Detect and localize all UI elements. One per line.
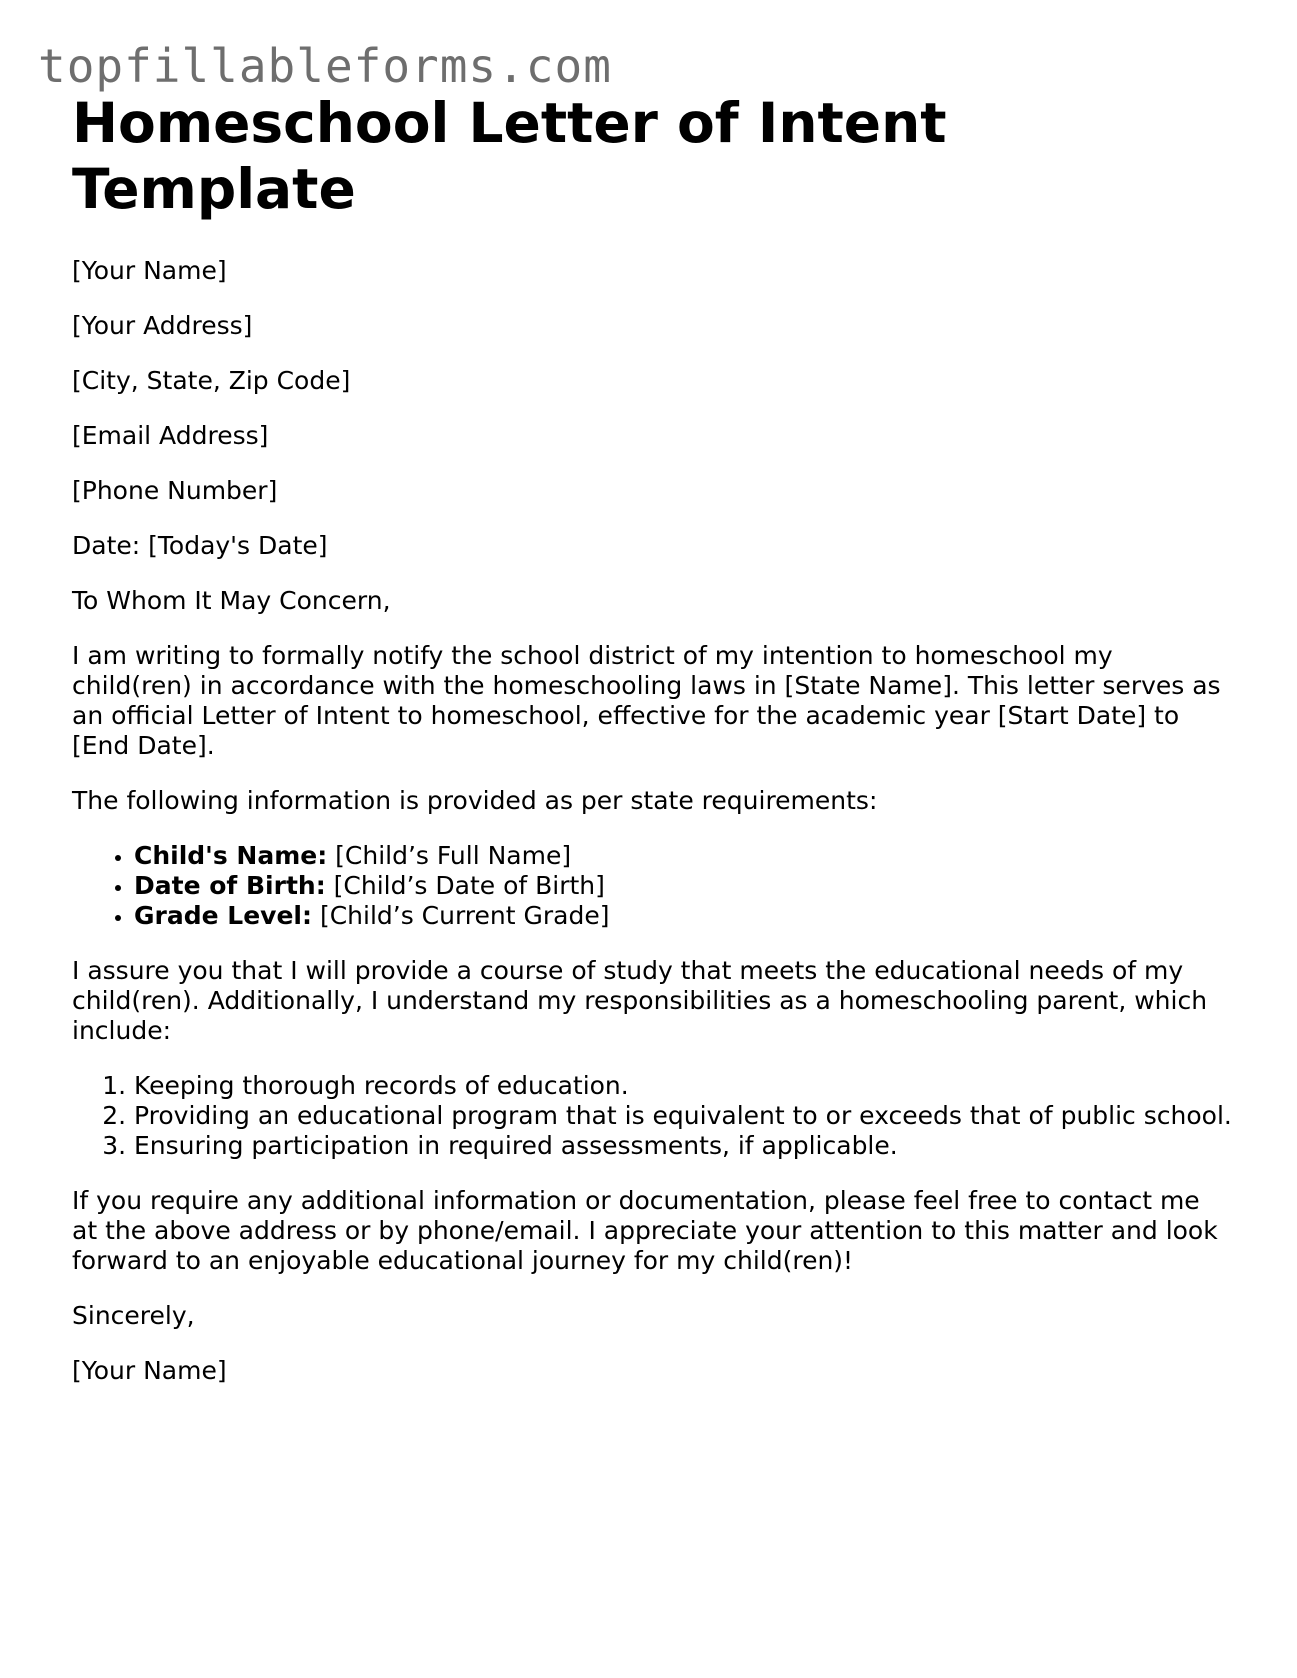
- field-value: [Child’s Full Name]: [335, 841, 572, 870]
- watermark: topfillableforms.com: [38, 39, 612, 93]
- child-info-list: [72, 841, 1232, 931]
- list-item: 1. Keeping thorough records of education.: [134, 1071, 1232, 1101]
- list-item: 3. Ensuring participation in required assessments, if applicable.: [134, 1131, 1232, 1161]
- signoff: Sincerely,: [72, 1301, 195, 1330]
- salutation: To Whom It May Concern,: [72, 586, 391, 615]
- sender-address: [Your Address]: [72, 311, 253, 340]
- info-lead: The following information is provided as per state requirements:: [72, 786, 878, 815]
- sender-name: [Your Name]: [72, 256, 227, 285]
- closing-paragraph: If you require any additional information or documentation, please feel free to contact me at the above address or by phone/email. I appreciate your attention to this matter and look forward to an enjoyable educational journey for my child(ren)!: [72, 1186, 1218, 1275]
- list-item: 2. Providing an educational program that is equivalent to or exceeds that of public school.: [134, 1101, 1232, 1131]
- sender-phone: [Phone Number]: [72, 476, 278, 505]
- list-item: [134, 841, 1232, 871]
- field-value: [Child’s Date of Birth]: [333, 871, 605, 900]
- sender-city-state-zip: [City, State, Zip Code]: [72, 366, 351, 395]
- letter-date: Date: [Today's Date]: [72, 531, 328, 560]
- list-item: [134, 901, 1232, 931]
- signature-name: [Your Name]: [72, 1356, 227, 1385]
- responsibilities-list: [72, 1071, 1232, 1161]
- page-title: Homeschool Letter of Intent Template: [72, 91, 947, 221]
- letter-document: [72, 90, 1232, 1411]
- list-item: [134, 871, 1232, 901]
- field-label: Grade Level:: [134, 901, 312, 930]
- field-label: Child's Name:: [134, 841, 328, 870]
- intro-paragraph: I am writing to formally notify the school district of my intention to homeschool my child(ren) in accordance with the homeschooling laws in [State Name]. This letter serves as an official Letter of Intent to homeschool, effective for the academic year [Start Date] to [End Date].: [72, 641, 1221, 760]
- field-value: [Child’s Current Grade]: [319, 901, 610, 930]
- assurance-paragraph: I assure you that I will provide a course of study that meets the educational needs of my child(ren). Additionally, I understand my responsibilities as a homeschooling parent, which include:: [72, 956, 1208, 1045]
- field-label: Date of Birth:: [134, 871, 326, 900]
- sender-email: [Email Address]: [72, 421, 269, 450]
